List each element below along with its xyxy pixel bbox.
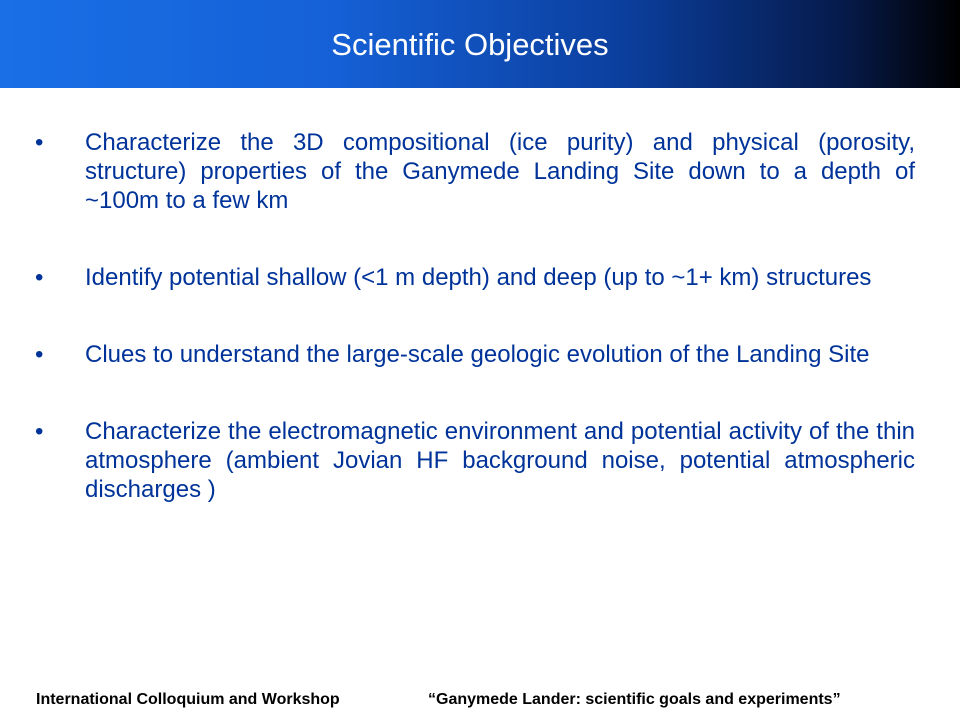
bullet-text: Clues to understand the large-scale geologic evolution of the Landing Site bbox=[85, 341, 870, 368]
bullet-text: Identify potential shallow (<1 m depth) and deep (up to ~1+ km) structures bbox=[85, 264, 872, 291]
bullet-dot-icon: • bbox=[35, 129, 44, 156]
bullet-item bbox=[30, 340, 915, 369]
footer-event-title: “Ganymede Lander: scientific goals and experiments” bbox=[428, 691, 841, 708]
bullet-list bbox=[30, 128, 915, 552]
bullet-item bbox=[30, 417, 915, 504]
bullet-text: Characterize the 3D compositional (ice purity) and physical (porosity, structure) properties of the Ganymede Landing Site down to a depth of ~100m to a few km bbox=[85, 129, 915, 214]
bullet-item bbox=[30, 263, 915, 292]
title-bar bbox=[0, 0, 960, 88]
footer bbox=[0, 689, 960, 713]
bullet-dot-icon: • bbox=[35, 341, 44, 368]
slide-title: Scientific Objectives bbox=[331, 27, 609, 62]
bullet-text: Characterize the electromagnetic environment and potential activity of the thin atmosphere (ambient Jovian HF background noise, potential atmospheric discharges ) bbox=[85, 418, 915, 503]
bullet-dot-icon: • bbox=[35, 418, 44, 445]
footer-event-name: International Colloquium and Workshop bbox=[36, 691, 340, 708]
bullet-item bbox=[30, 128, 915, 215]
bullet-dot-icon: • bbox=[35, 264, 44, 291]
